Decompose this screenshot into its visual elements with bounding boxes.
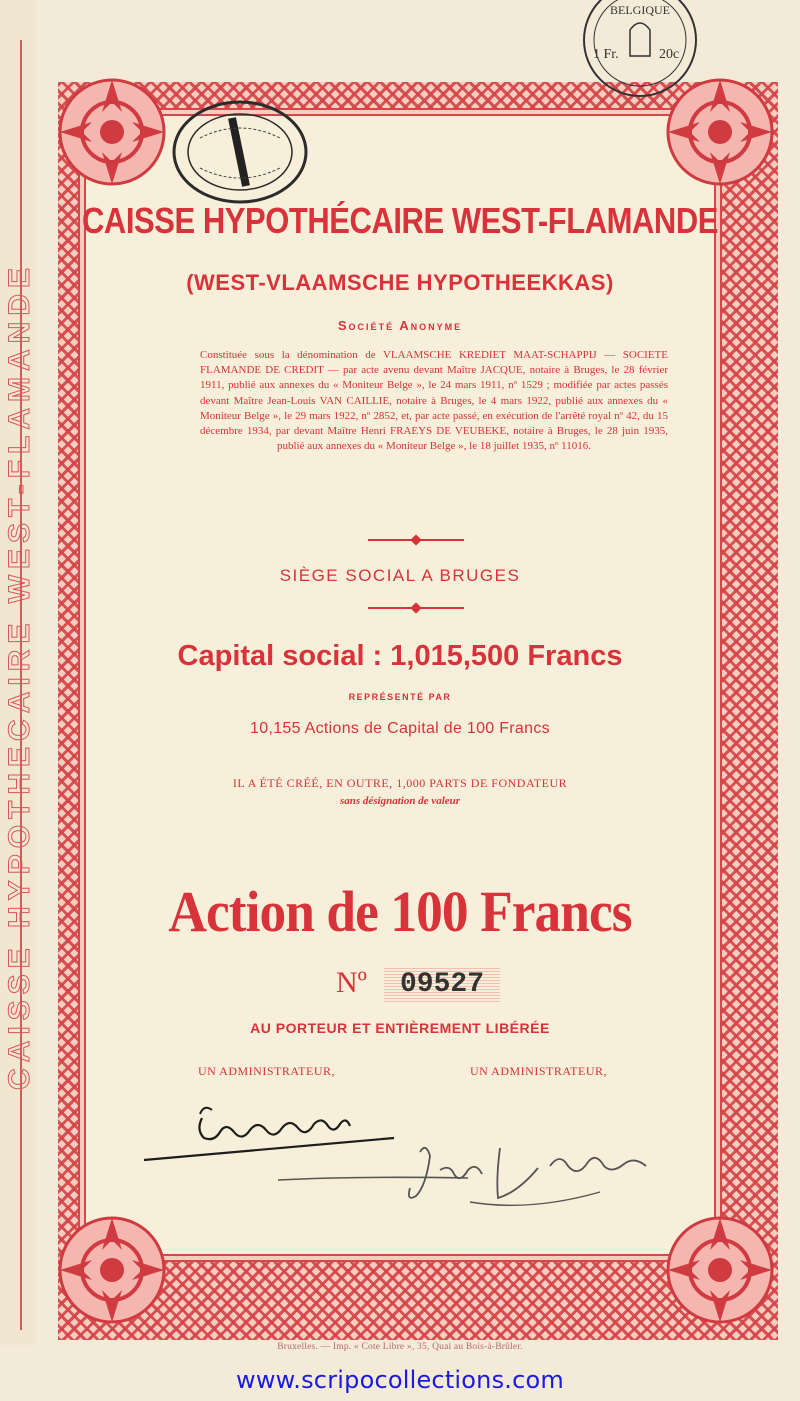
legal-constitution-text: Constituée sous la dénomination de VLAAMSCHE KREDIET MAAT-SCHAPPIJ — SOCIETE FLAMANDE DE CREDIT — par acte avenu devant Maître JACQUE, notaire à Bruges, le 28 février 1911, publié aux annexes du « Moniteur Belge », le 24 mars 1911, nº 1529 ; modifiée par actes passés devant Maître Jean-Louis VAN CAILLIE, notaire à Bruges, le 4 mars 1922, publié aux annexes du « Moniteur Belge », le 29 mars 1922, nº 2852, et, par acte passé, en exécution de l'arrêté royal nº 42, du 15 décembre 1934, par devant Maître Henri FRAEYS DE VEUBEKE, notaire à Bruges, le 28 juin 1935, publié aux annexes du « Moniteur Belge », le 18 juillet 1935, nº 11016.	[200, 349, 668, 453]
number-label: Nº	[336, 966, 367, 999]
corner-ornament-top-left	[52, 72, 172, 192]
signature-right	[270, 1130, 690, 1230]
capital-shares-count: 10,155 Actions de Capital de 100 Francs	[250, 720, 550, 737]
company-title-dutch: (WEST-VLAAMSCHE HYPOTHEEKKAS)	[186, 270, 614, 295]
printer-imprint: Bruxelles. — Imp. « Cote Libre », 35, Quai au Bois-à-Brûler.	[277, 1342, 523, 1352]
no-par-value-note: sans désignation de valeur	[339, 795, 461, 807]
tax-stamp	[575, 0, 705, 100]
company-form: Société Anonyme	[337, 318, 463, 333]
stub-title: CAISSE HYPOTHECAIRE WEST-FLAMANDE	[3, 261, 36, 1091]
corner-ornament-bottom-left	[52, 1210, 172, 1330]
share-denomination: Action de 100 Francs	[168, 879, 632, 944]
tax-stamp-value-left: 1 Fr.	[593, 47, 619, 62]
founder-shares: IL A ÉTÉ CRÉÉ, EN OUTRE, 1,000 PARTS DE FONDATEUR	[232, 776, 568, 790]
divider-ornament	[368, 539, 464, 541]
website-watermark: www.scripocollections.com	[235, 1366, 564, 1394]
tax-stamp-value-right: 20c	[659, 47, 680, 62]
administrator-label-right: UN ADMINISTRATEUR,	[470, 1064, 608, 1078]
divider-ornament	[368, 607, 464, 609]
certificate-number: 09527	[384, 968, 500, 1002]
registered-office: SIÈGE SOCIAL A BRUGES	[279, 566, 521, 585]
administrator-label-left: UN ADMINISTRATEUR,	[198, 1064, 336, 1078]
company-title: CAISSE HYPOTHÉCAIRE WEST-FLAMANDE	[81, 200, 718, 241]
company-seal	[170, 98, 310, 206]
represented-by: REPRÉSENTÉ PAR	[348, 692, 452, 702]
tax-stamp-country: BELGIQUE	[610, 3, 670, 17]
share-capital: Capital social : 1,015,500 Francs	[177, 640, 623, 672]
bearer-statement: AU PORTEUR ET ENTIÈREMENT LIBÉRÉE	[250, 1020, 550, 1036]
